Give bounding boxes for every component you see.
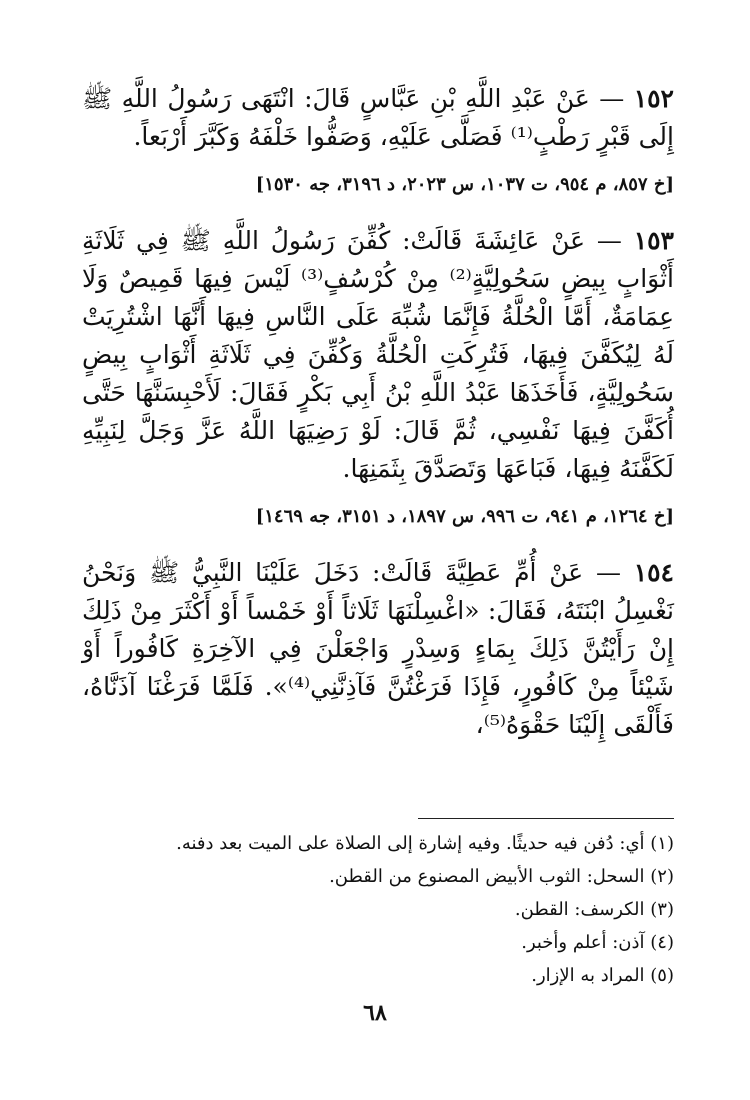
page-number: ٦٨ bbox=[363, 1000, 387, 1026]
hadith-153 bbox=[82, 222, 674, 488]
hadith-text: — عَنْ أُمِّ عَطِيَّةَ قَالَتْ: دَخَلَ عَلَيْنَا النَّبِيُّ ﷺ وَنَحْنُ نَغْسِلُ ابْنَتَهُ، فَقَالَ: «اغْسِلْنَهَا ثَلَاثاً أَوْ خَمْساً أَوْ أَكْثَرَ مِنْ ذَلِكَ إِنْ رَأَيْتُنَّ ذَلِكَ بِمَاءٍ وَسِدْرٍ وَاجْعَلْنَ فِي الآخِرَةِ كَافُوراً أَوْ شَيْئاً مِنْ كَافُورٍ، فَإِذَا فَرَغْتُنَّ فَآذِنَّنِي⁽⁴⁾». فَلَمَّا فَرَغْنَا آذَنَّاهُ، فَأَلْقَى إِلَيْنَا حَقْوَهُ⁽⁵⁾، bbox=[82, 558, 674, 739]
hadith-number: ١٥٣ bbox=[633, 226, 674, 255]
footnote-1: (١) أي: دُفن فيه حديثًا. وفيه إشارة إلى الصلاة على الميت بعد دفنه. bbox=[176, 833, 674, 854]
hadith-number: ١٥٤ bbox=[633, 558, 674, 587]
footnote-divider bbox=[418, 818, 674, 819]
footnote-2: (٢) السحل: الثوب الأبيض المصنوع من القطن. bbox=[329, 866, 674, 887]
hadith-reference: [خ ٨٥٧، م ٩٥٤، ت ١٠٣٧، س ٢٠٢٣، د ٣١٩٦، جه ١٥٣٠] bbox=[255, 174, 674, 195]
footnotes bbox=[82, 818, 674, 992]
hadith-text: — عَنْ عَبْدِ اللَّهِ بْنِ عَبَّاسٍ قَالَ: انْتَهَى رَسُولُ اللَّهِ ﷺ إِلَى قَبْرٍ رَطْبٍ⁽¹⁾ فَصَلَّى عَلَيْهِ، وَصَفُّوا خَلْفَهُ وَكَبَّرَ أَرْبَعاً. bbox=[82, 84, 674, 151]
hadith-number: ١٥٢ bbox=[633, 84, 674, 113]
footnote-3: (٣) الكرسف: القطن. bbox=[514, 899, 674, 920]
hadith-reference: [خ ١٢٦٤، م ٩٤١، ت ٩٩٦، س ١٨٩٧، د ٣١٥١، جه ١٤٦٩] bbox=[255, 506, 674, 527]
footnote-4: (٤) آذن: أعلم وأخبر. bbox=[521, 932, 674, 953]
footnote-5: (٥) المراد به الإزار. bbox=[531, 965, 674, 986]
page-body bbox=[82, 80, 674, 744]
hadith-text: — عَنْ عَائِشَةَ قَالَتْ: كُفِّنَ رَسُولُ اللَّهِ ﷺ فِي ثَلَاثَةِ أَثْوَابٍ بِيضٍ سَحُولِيَّةٍ⁽²⁾ مِنْ كُرْسُفٍ⁽³⁾ لَيْسَ فِيهَا قَمِيصٌ وَلَا عِمَامَةٌ، أَمَّا الْحُلَّةُ فَإِنَّمَا شُبِّهَ عَلَى النَّاسِ فِيهَا أَنَّهَا اشْتُرِيَتْ لَهُ لِيُكَفَّنَ فِيهَا، فَتُرِكَتِ الْحُلَّةُ وَكُفِّنَ فِي ثَلَاثَةِ أَثْوَابٍ بِيضٍ سَحُولِيَّةٍ، فَأَخَذَهَا عَبْدُ اللَّهِ بْنُ أَبِي بَكْرٍ فَقَالَ: لَأَحْبِسَنَّهَا حَتَّى أُكَفَّنَ فِيهَا نَفْسِي، ثُمَّ قَالَ: لَوْ رَضِيَهَا اللَّهُ عَزَّ وَجَلَّ لِنَبِيِّهِ لَكَفَّنَهُ فِيهَا، فَبَاعَهَا وَتَصَدَّقَ بِثَمَنِهَا. bbox=[82, 226, 674, 483]
hadith-154 bbox=[82, 554, 674, 744]
hadith-152 bbox=[82, 80, 674, 156]
